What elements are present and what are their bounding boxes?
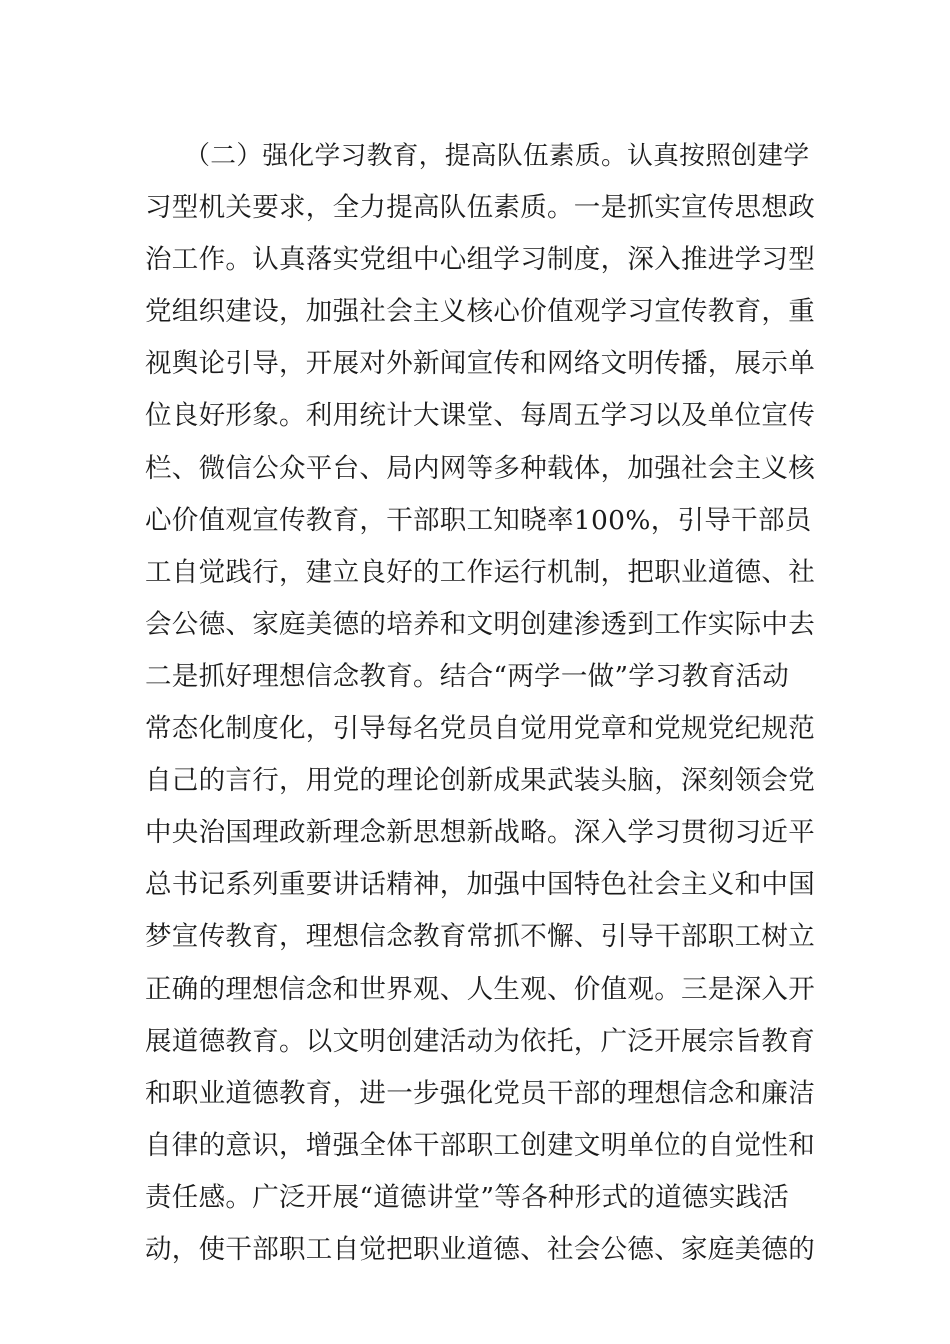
- text-line: 会公德、家庭美德的培养和文明创建渗透到工作实际中去: [145, 608, 815, 640]
- text-line: 和职业道德教育，进一步强化党员干部的理想信念和廉洁: [145, 1077, 815, 1109]
- text-line: 党组织建设，加强社会主义核心价值观学习宣传教育，重: [145, 296, 815, 328]
- text-line: 心价值观宣传教育，干部职工知晓率100%，引导干部员: [145, 504, 812, 536]
- body-paragraph: [145, 130, 815, 1276]
- text-line: 自己的言行，用党的理论创新成果武装头脑，深刻领会党: [145, 765, 815, 797]
- text-line: 视舆论引导，开展对外新闻宣传和网络文明传播，展示单: [145, 348, 815, 380]
- text-line: 正确的理想信念和世界观、人生观、价值观。三是深入开: [145, 973, 815, 1005]
- text-line: 展道德教育。以文明创建活动为依托，广泛开展宗旨教育: [145, 1025, 815, 1057]
- text-line: 二是抓好理想信念教育。结合“两学一做”学习教育活动: [145, 660, 790, 692]
- text-line: 中央治国理政新理念新思想新战略。深入学习贯彻习近平: [145, 817, 815, 849]
- text-line: 常态化制度化，引导每名党员自觉用党章和党规党纪规范: [145, 713, 815, 745]
- text-line: 梦宣传教育，理想信念教育常抓不懈、引导干部职工树立: [145, 921, 815, 953]
- text-line: 责任感。广泛开展“道德讲堂”等各种形式的道德实践活: [145, 1181, 790, 1213]
- text-line: 自律的意识，增强全体干部职工创建文明单位的自觉性和: [145, 1129, 815, 1161]
- text-line: 位良好形象。利用统计大课堂、每周五学习以及单位宣传: [145, 400, 815, 432]
- text-line: （二）强化学习教育，提高队伍素质。认真按照创建学: [145, 141, 810, 171]
- text-line: 治工作。认真落实党组中心组学习制度，深入推进学习型: [145, 244, 815, 276]
- text-line: 动，使干部职工自觉把职业道德、社会公德、家庭美德的: [145, 1233, 815, 1265]
- text-line: 工自觉践行，建立良好的工作运行机制，把职业道德、社: [145, 556, 815, 588]
- text-line: 总书记系列重要讲话精神，加强中国特色社会主义和中国: [145, 869, 815, 901]
- text-line: 习型机关要求，全力提高队伍素质。一是抓实宣传思想政: [145, 192, 815, 224]
- text-line: 栏、微信公众平台、局内网等多种载体，加强社会主义核: [145, 452, 815, 484]
